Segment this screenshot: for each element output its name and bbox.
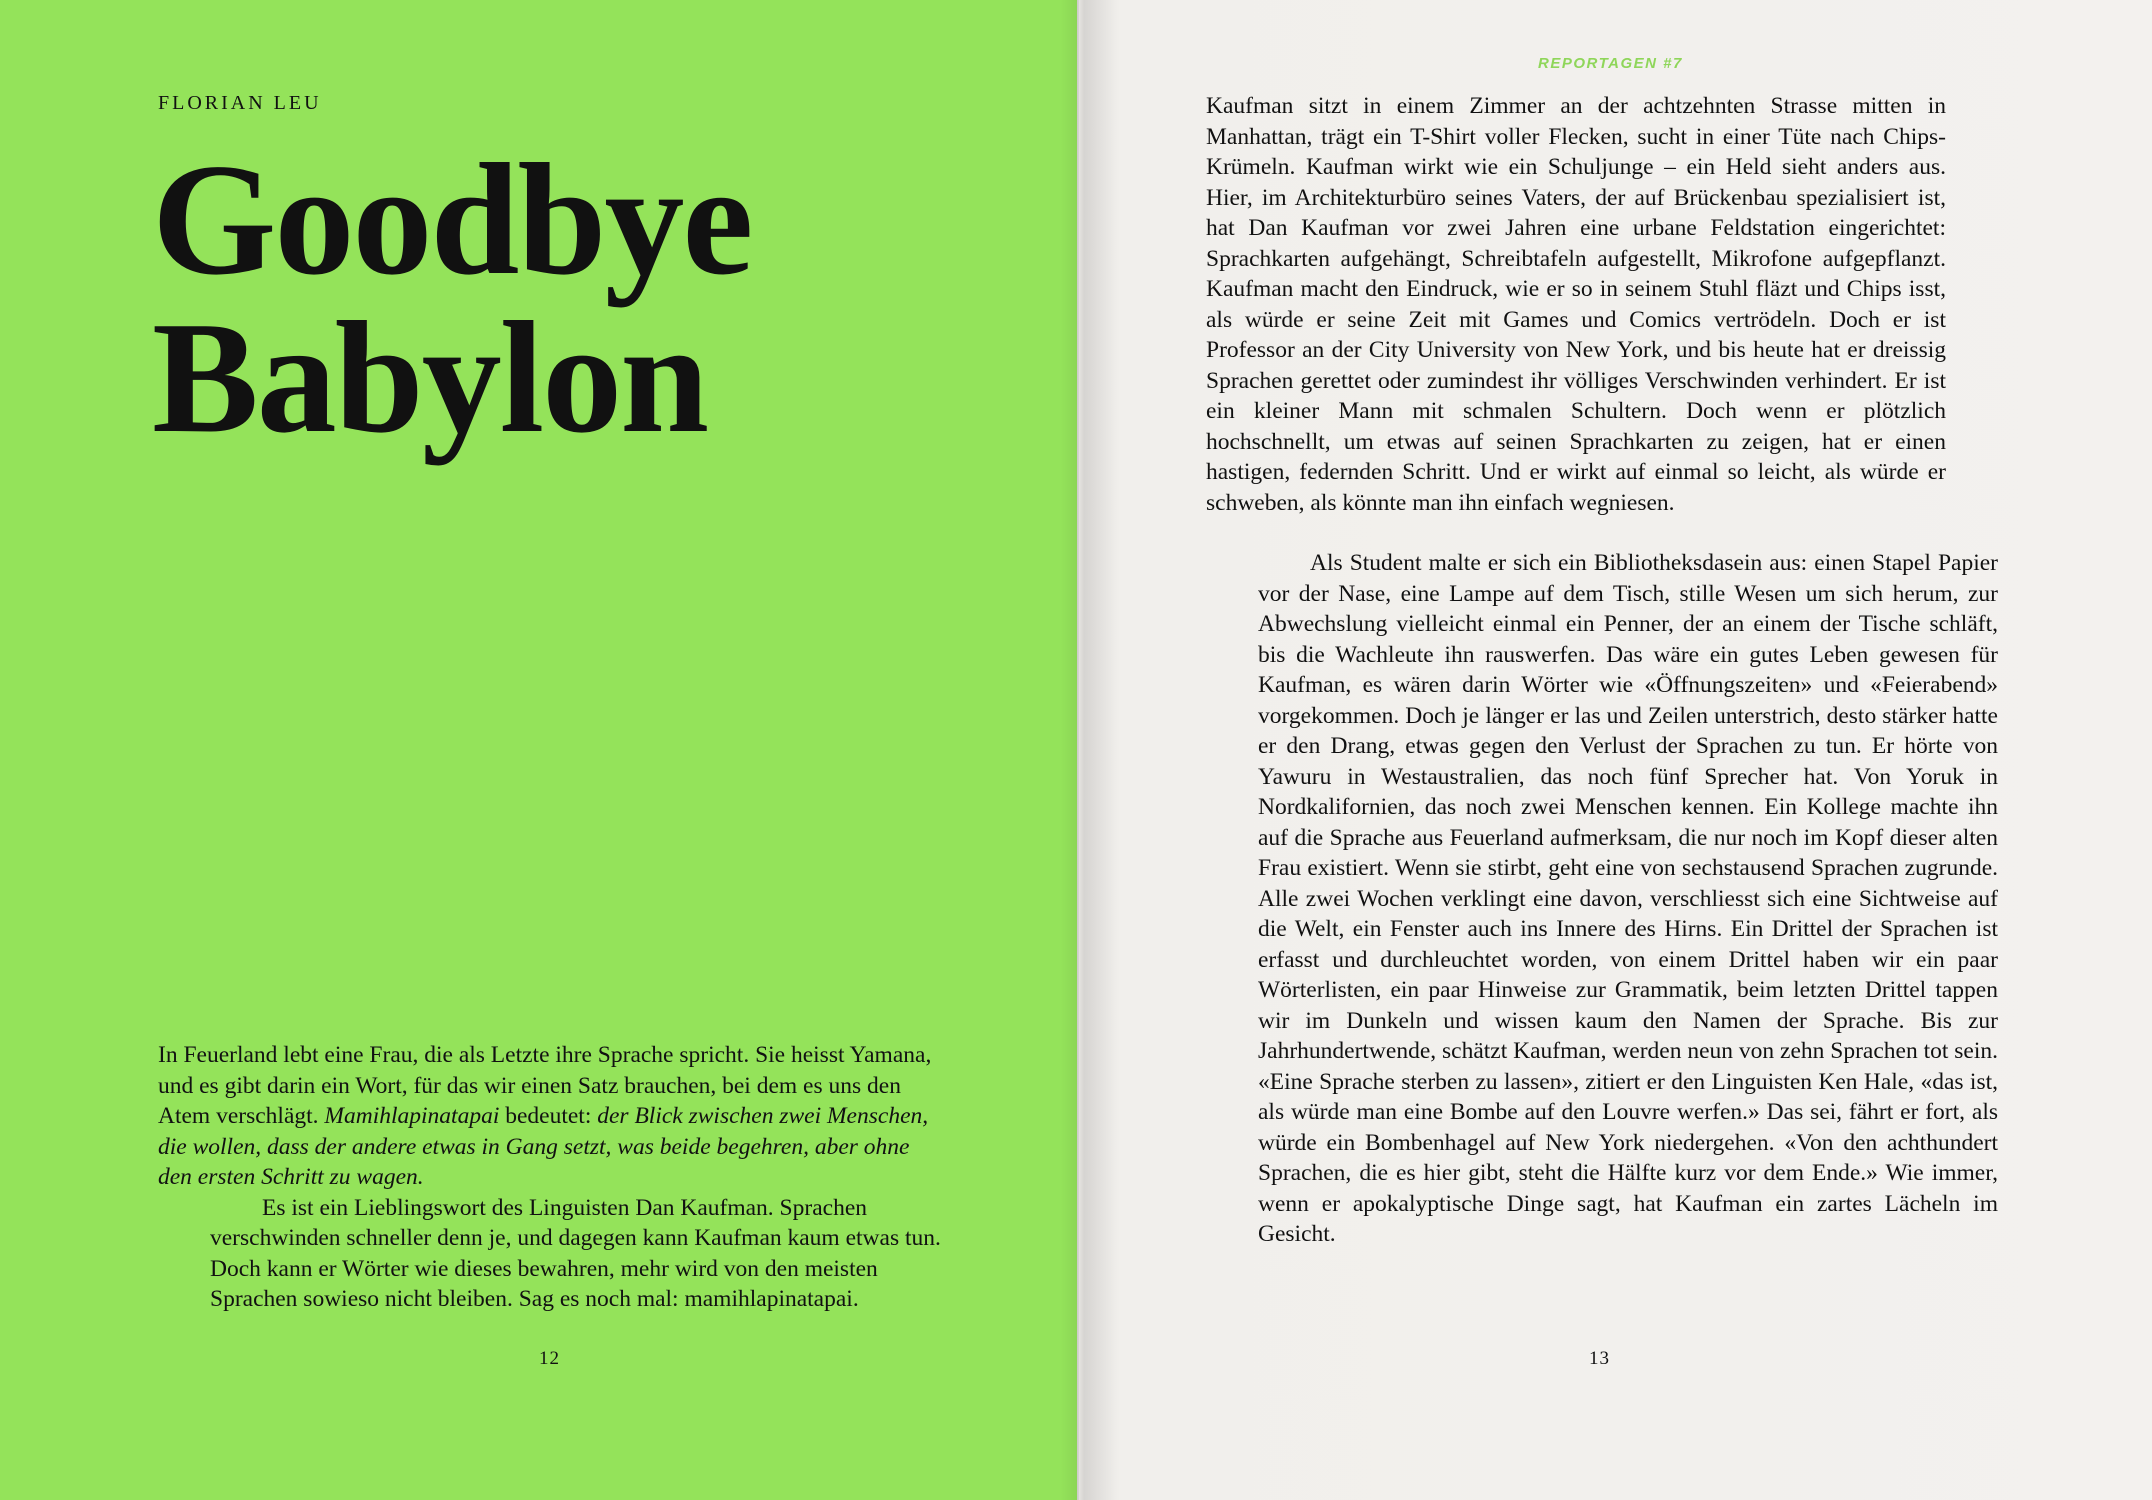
- lead-text-part-2: bedeutet:: [499, 1103, 598, 1129]
- lead-italic-definition: der Blick zwischen zwei Menschen, die wollen, dass der andere etwas in Gang setzt, was beide begehren, aber ohne den ersten Schritt zu wagen.: [158, 1103, 929, 1190]
- page-number-right: 13: [1589, 1348, 1610, 1369]
- lead-text-part-1: In Feuerland lebt eine Frau, die als Letzte ihre Sprache spricht. Sie heisst Yamana, und es gibt darin ein Wort, für das wir einen Satz brauchen, bei dem es uns den Atem verschlägt.: [158, 1042, 932, 1129]
- article-title: [152, 130, 1012, 466]
- page-number-left: 12: [539, 1348, 560, 1369]
- running-head: REPORTAGEN #7: [1538, 55, 1683, 72]
- title-line-1: Goodbye: [152, 130, 752, 308]
- lead-paragraph-2-text: Es ist ein Lieblingswort des Linguisten Dan Kaufman. Sprachen verschwinden schneller denn je, und dagegen kann Kaufman kaum etwas tun. Doch kann er Wörter wie dieses bewahren, mehr wird von den meisten Sprachen sowieso nicht bleiben. Sag es noch mal: mamihlapinatapai.: [210, 1194, 941, 1312]
- lead-text: [158, 1040, 948, 1315]
- title-line-2: Babylon: [152, 288, 708, 466]
- body-paragraph-2-text: Als Student malte er sich ein Bibliotheksdasein aus: einen Stapel Papier vor der Nase, eine Lampe auf dem Tisch, stille Wesen um sich herum, zur Abwechslung vielleicht einmal ein Penner, der an einem der Tische schläft, bis die Wachleute ihn rauswerfen. Das wäre ein gutes Leben gewesen für Kaufman, es wären darin Wörter wie «Öffnungszeiten» und «Feierabend» vorgekommen. Doch je länger er las und Zeilen unterstrich, desto stärker hatte er den Drang, etwas gegen den Verlust der Sprachen zu tun. Er hörte von Yawuru in Westaustralien, das noch fünf Sprecher hat. Von Yoruk in Nordkalifornien, das noch zwei Menschen kennen. Ein Kollege machte ihn auf die Sprache aus Feuerland aufmerksam, die nur noch im Kopf dieser alten Frau existiert. Wenn sie stirbt, geht eine von sechstausend Sprachen zugrunde. Alle zwei Wochen verklingt eine davon, verschliesst sich eine Sichtweise auf die Welt, ein Fenster auch ins Innere des Hirns. Ein Drittel der Sprachen ist erfasst und durchleuchtet worden, von einem Drittel haben wir ein paar Wörterlisten, ein paar Hinweise zur Grammatik, beim letzten Drittel tappen wir im Dunkeln und wissen kaum den Namen der Sprache. Bis zur Jahrhundertwende, schätzt Kaufman, werden neun von zehn Sprachen tot sein. «Eine Sprache sterben zu lassen», zitiert er den Linguisten Ken Hale, «das ist, als würde man eine Bombe auf den Louvre werfen.» Das sei, fährt er fort, als würde ein Bombenhagel auf New York niedergehen. «Von den achthundert Sprachen, die es hier gibt, steht die Hälfte kurz vor dem Ende.» Wie immer, wenn er apokalyptische Dinge sagt, hat Kaufman ein zartes Lächeln im Gesicht.: [1258, 550, 1998, 1247]
- body-paragraph-2: [1258, 548, 1998, 1250]
- book-gutter: [1060, 0, 1120, 1500]
- lead-paragraph-1: [158, 1040, 948, 1193]
- lead-italic-word: Mamihlapinatapai: [324, 1103, 500, 1129]
- body-text: [1206, 91, 1998, 1250]
- lead-paragraph-2: [158, 1193, 948, 1315]
- body-paragraph-1: Kaufman sitzt in einem Zimmer an der achtzehnten Strasse mitten in Manhattan, trägt ein T-Shirt voller Flecken, sucht in einer Tüte nach Chips-Krümeln. Kaufman wirkt wie ein Schuljunge – ein Held sieht anders aus. Hier, im Architekturbüro seines Vaters, der auf Brückenbau spezialisiert ist, hat Dan Kaufman vor zwei Jahren eine urbane Feldstation eingerichtet: Sprachkarten aufgehängt, Schreibtafeln aufgestellt, Mikrofone aufgepflanzt. Kaufman macht den Eindruck, wie er so in seinem Stuhl fläzt und Chips isst, als würde er seine Zeit mit Games und Comics vertrödeln. Doch er ist Professor an der City University von New York, und bis heute hat er dreissig Sprachen gerettet oder zumindest ihr völliges Verschwinden verhindert. Er ist ein kleiner Mann mit schmalen Schultern. Doch wenn er plötzlich hochschnellt, um etwas auf seinen Sprachkarten zu zeigen, hat er einen hastigen, federnden Schritt. Und er wirkt auf einmal so leicht, als würde er schweben, als könnte man ihn einfach wegniesen.: [1206, 93, 1946, 516]
- author-name: FLORIAN LEU: [158, 92, 322, 114]
